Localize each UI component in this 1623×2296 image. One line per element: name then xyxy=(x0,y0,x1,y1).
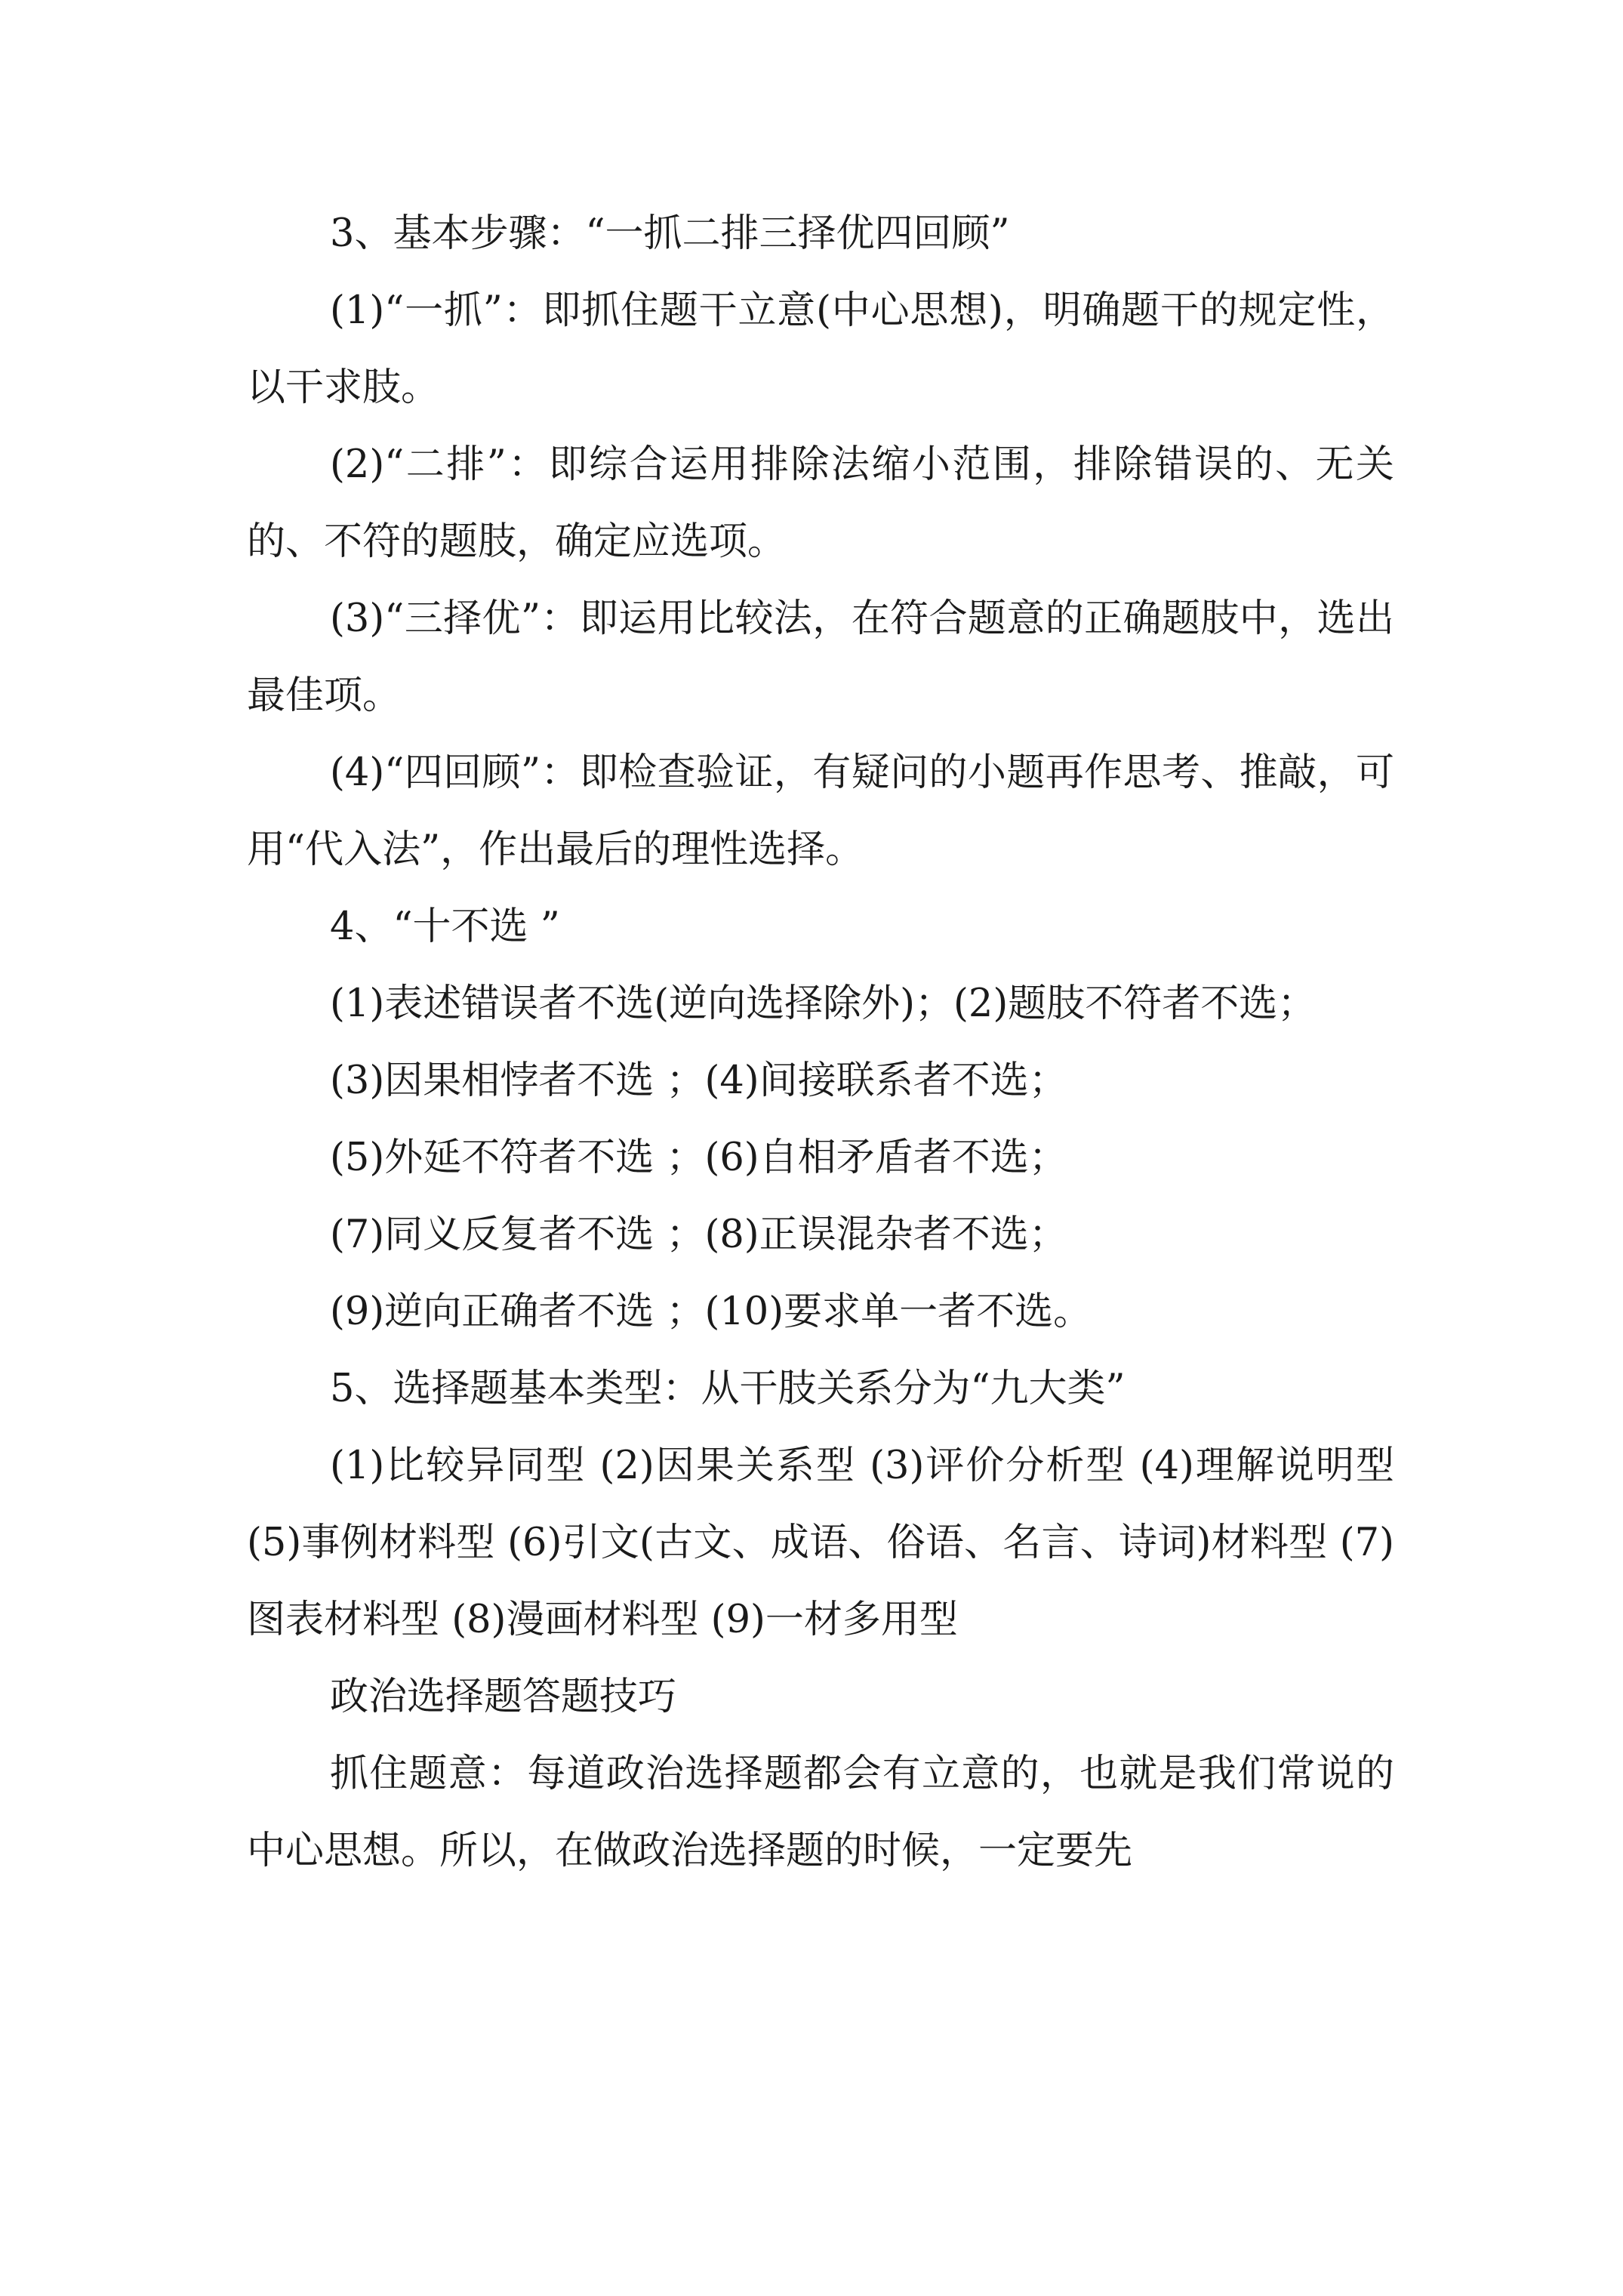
paragraph-section-heading: 政治选择题答题技巧 xyxy=(330,1675,677,1719)
paragraph-rule-7-8: (7)同义反复者不选 ；(8)正误混杂者不选； xyxy=(330,1213,1067,1257)
paragraph-step-1: (1)“一抓”：即抓住题干立意(中心思想)，明确题干的规定性，以干求肢。 xyxy=(247,288,1394,410)
paragraph-types-title: 5、选择题基本类型：从干肢关系分为“九大类” xyxy=(330,1367,1126,1411)
paragraph-rule-1-2: (1)表述错误者不选(逆向选择除外)；(2)题肢不符者不选； xyxy=(330,982,1317,1026)
document-body xyxy=(247,196,1407,1890)
paragraph-step-4: (4)“四回顾”：即检查验证，有疑问的小题再作思考、推敲，可用“代入法”，作出最后的理性选择。 xyxy=(247,750,1394,872)
paragraph-types-list: (1)比较异同型 (2)因果关系型 (3)评价分析型 (4)理解说明型 (5)事例材料型 (6)引文(古文、成语、俗语、名言、诗词)材料型 (7)图表材料型 (8)漫画材料型 (9)一材多用型 xyxy=(247,1444,1407,1642)
paragraph-grasp-intent: 抓住题意：每道政治选择题都会有立意的，也就是我们常说的中心思想。所以，在做政治选择题的时候，一定要先 xyxy=(247,1752,1394,1873)
paragraph-step-2: (2)“二排”：即综合运用排除法缩小范围，排除错误的、无关的、不符的题肢，确定应选项。 xyxy=(247,442,1394,564)
paragraph-step-3: (3)“三择优”：即运用比较法，在符合题意的正确题肢中，选出最佳项。 xyxy=(247,596,1394,718)
paragraph-ten-rules-title: 4、“十不选 ” xyxy=(330,905,560,949)
paragraph-rule-9-10: (9)逆向正确者不选 ；(10)要求单一者不选。 xyxy=(330,1290,1092,1334)
paragraph-rule-3-4: (3)因果相悖者不选 ；(4)间接联系者不选； xyxy=(330,1059,1067,1103)
paragraph-rule-5-6: (5)外延不符者不选 ；(6)自相矛盾者不选； xyxy=(330,1136,1067,1180)
paragraph-step-title: 3、基本步骤：“一抓二排三择优四回顾” xyxy=(330,211,1010,256)
